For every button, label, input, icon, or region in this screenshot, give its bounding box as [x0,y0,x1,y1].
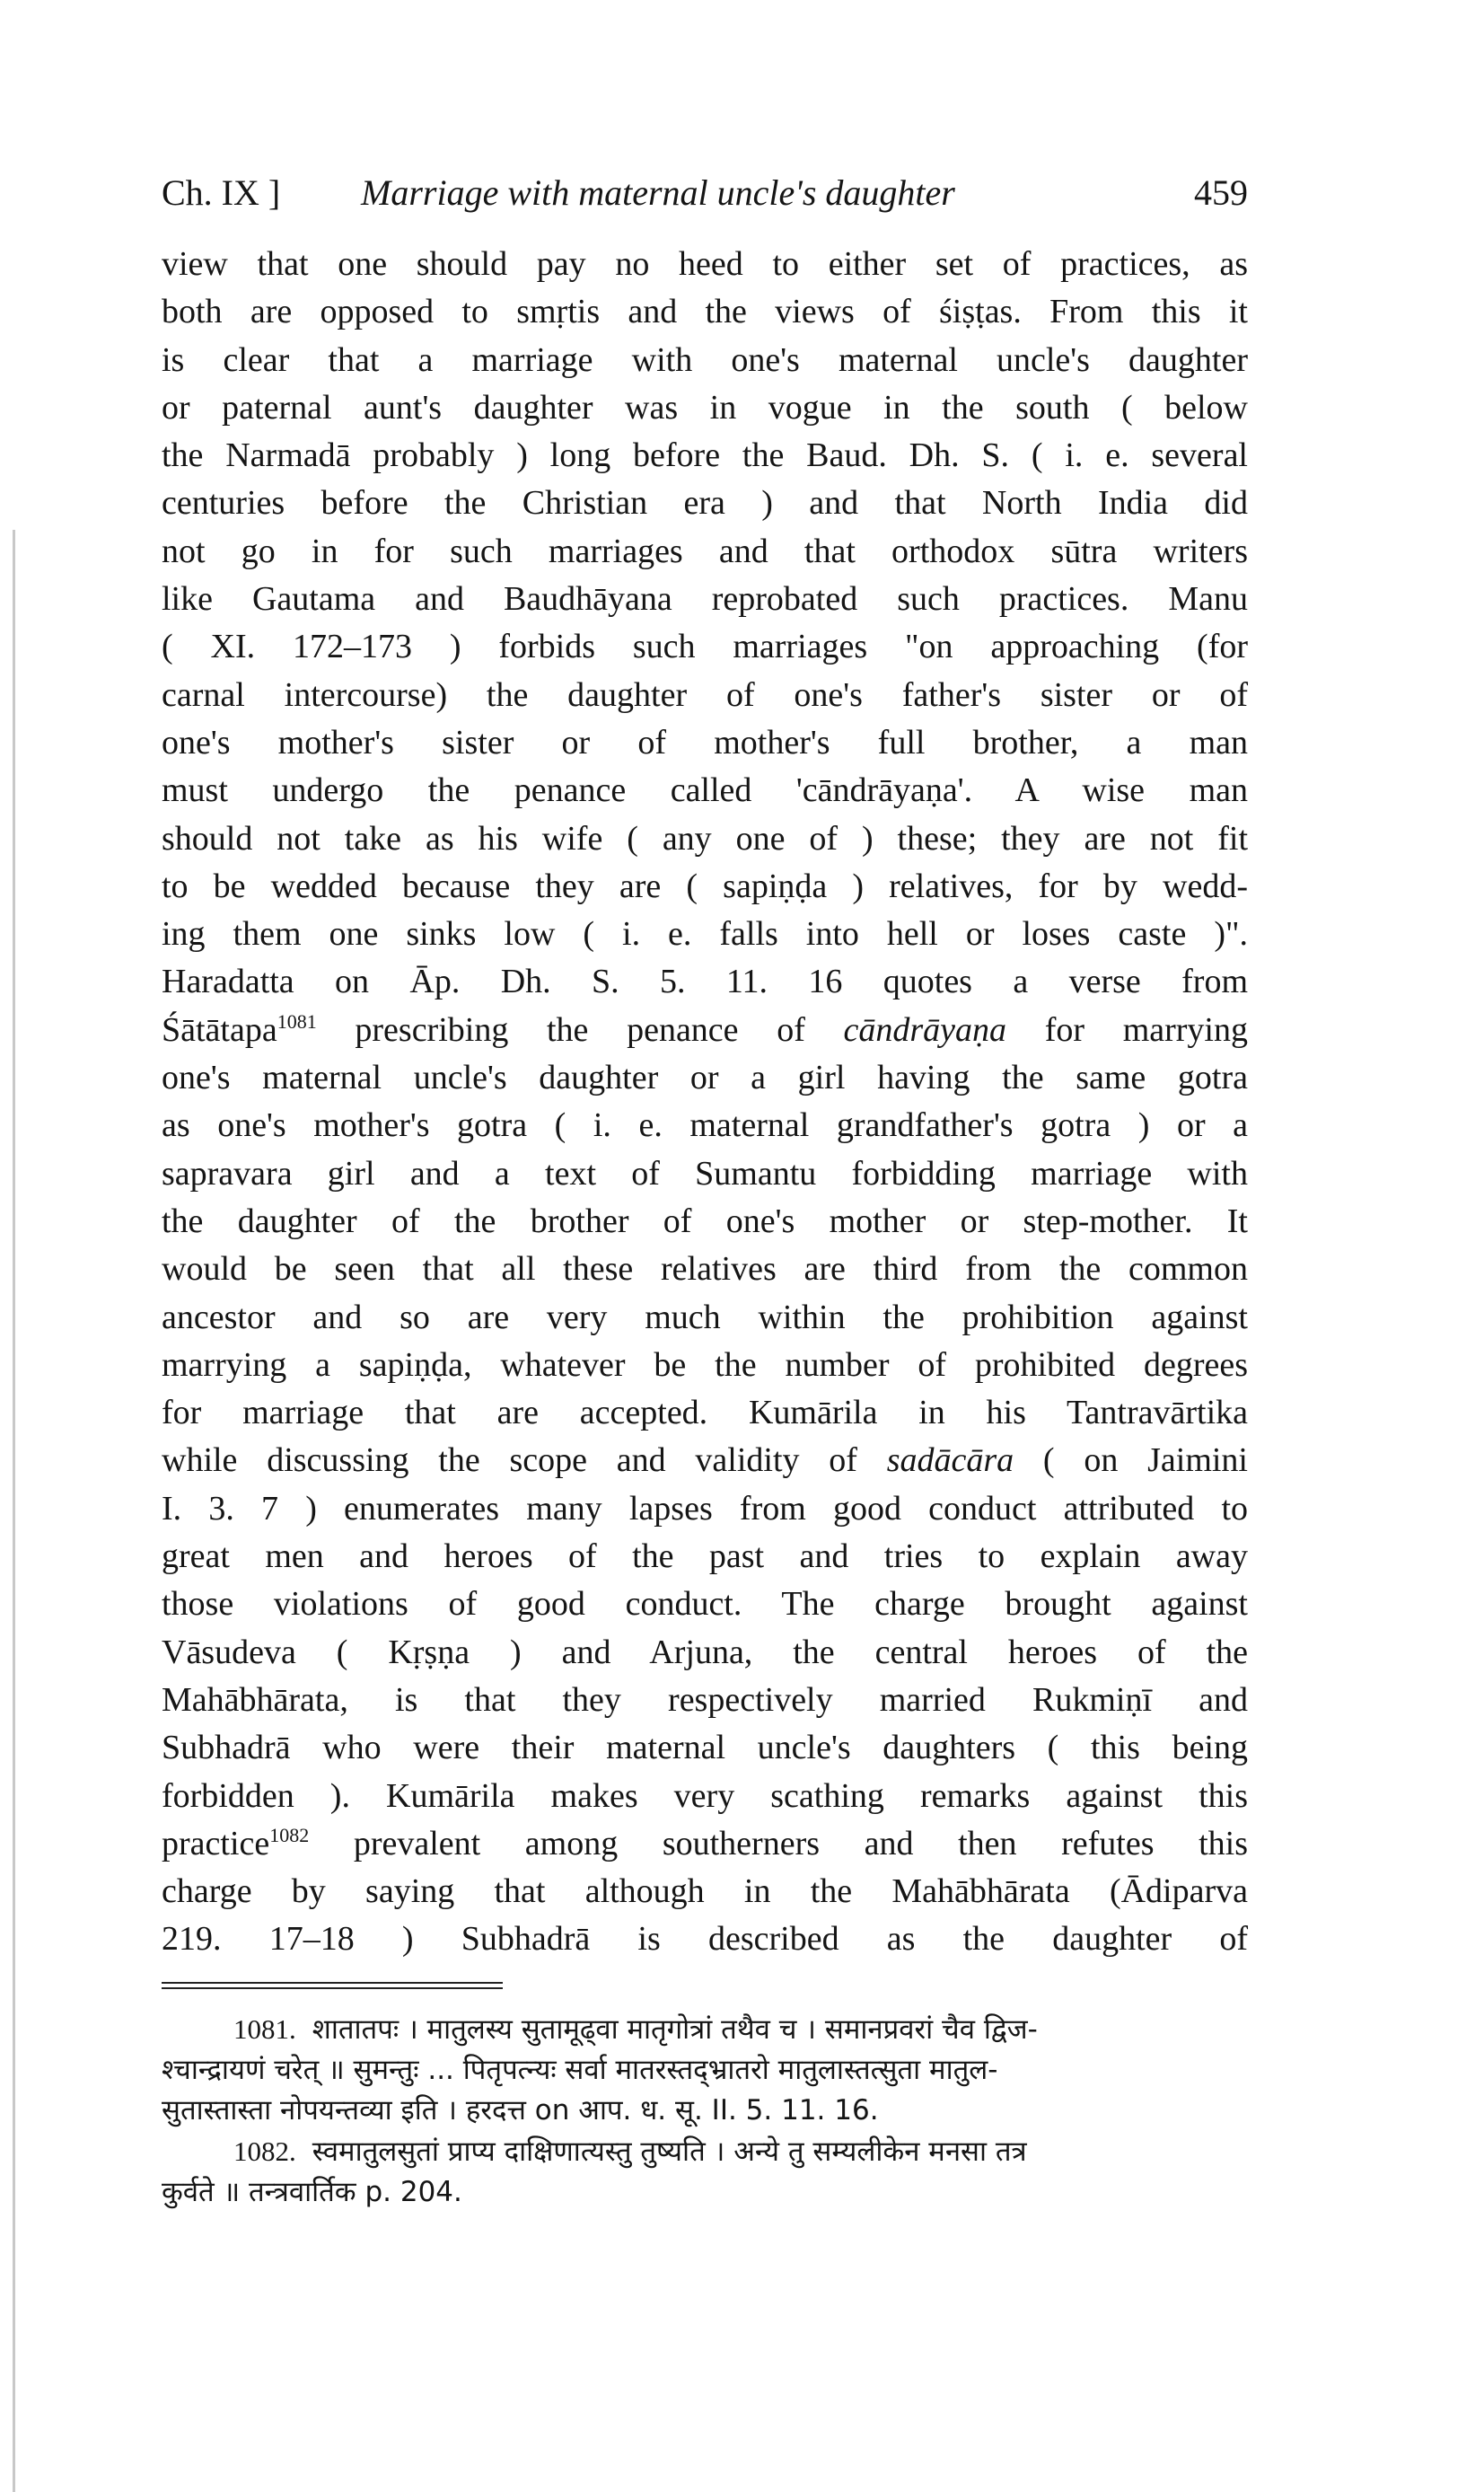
italic-term: cāndrāyaṇa [843,1010,1007,1049]
scan-margin-line [13,530,15,2492]
body-line: Subhadrā who were their maternal uncle's daughters ( this being [162,1729,1248,1767]
running-title: Marriage with maternal uncle's daughter [361,172,955,213]
body-line: ( XI. 172–173 ) forbids such marriages "on approaching (for [162,628,1248,666]
body-line: view that one should pay no heed to either set of practices, as [162,245,1248,283]
footnote-line: श्चान्द्रायणं चरेत् ॥ सुमन्तुः ... पितृपत्न्यः सर्वा मातरस्तद्भ्रातरो मातुलास्तत्सुता मातुल- [162,2053,998,2086]
footnote-line: सुतास्तास्ता नोपयन्तव्या इति । हरदत्त on आप. ध. सू. II. 5. 11. 16. [162,2093,879,2127]
body-line: to be wedded because they are ( sapiṇḍa ) relatives, for by wedd- [162,867,1248,905]
body-paragraph [162,241,1248,1964]
body-line: Śātātapa$^{1081}$ prescribing the penance of cāndrāyaṇa for marrying [162,1009,1248,1049]
body-line: must undergo the penance called 'cāndrāyaṇa'. A wise man [162,771,1248,810]
footnote [162,2131,1248,2213]
footnote-line: 1082. स्वमातुलसुतां प्राप्य दाक्षिणात्यस्तु तुष्यति । अन्ये तु सम्यलीकेन मनसा तत्र [233,2135,1027,2168]
body-line: centuries before the Christian era ) and that North India did [162,484,1248,523]
body-line: would be seen that all these relatives are third from the common [162,1250,1248,1289]
body-line: Vāsudeva ( Kṛṣṇa ) and Arjuna, the central heroes of the [162,1633,1248,1671]
body-line: I. 3. 7 ) enumerates many lapses from good conduct attributed to [162,1489,1248,1528]
footnote-reference: 1082 [269,1823,310,1846]
footnote-number: 1082. [233,2135,296,2167]
body-line: the Narmadā probably ) long before the Baud. Dh. S. ( i. e. several [162,436,1248,475]
page-header [162,162,1248,225]
body-line: Mahābhārata, is that they respectively married Rukmiṇī and [162,1680,1248,1719]
body-line: those violations of good conduct. The charge brought against [162,1585,1248,1624]
footnote-line: 1081. शातातपः । मातुलस्य सुतामूढ्वा मातृगोत्रां तथैव च । समानप्रवरां चैव द्विज- [233,2012,1038,2046]
body-line: practice$^{1082}$ prevalent among southerners and then refutes this [162,1823,1248,1862]
body-line: the daughter of the brother of one's mother or step-mother. It [162,1202,1248,1240]
document-page [162,162,1248,2213]
body-line: is clear that a marriage with one's maternal uncle's daughter [162,340,1248,379]
body-line: not go in for such marriages and that orthodox sūtra writers [162,532,1248,570]
body-line: one's maternal uncle's daughter or a girl having the same gotra [162,1059,1248,1097]
body-line: or paternal aunt's daughter was in vogue in the south ( below [162,388,1248,427]
page-number: 459 [1194,172,1248,213]
chapter-label: Ch. IX ] [162,172,281,213]
body-line: like Gautama and Baudhāyana reprobated such practices. Manu [162,580,1248,619]
body-line: sapravara girl and a text of Sumantu forbidding marriage with [162,1154,1248,1193]
body-line: while discussing the scope and validity of sadācāra ( on Jaimini [162,1441,1248,1480]
body-line: as one's mother's gotra ( i. e. maternal grandfather's gotra ) or a [162,1106,1248,1145]
body-line: ing them one sinks low ( i. e. falls into hell or loses caste )". [162,915,1248,954]
body-line: both are opposed to smṛtis and the views of śiṣṭas. From this it [162,293,1248,331]
body-line: marrying a sapiṇḍa, whatever be the number of prohibited degrees [162,1345,1248,1384]
footnote-divider [162,1982,503,1989]
body-line: Haradatta on Āp. Dh. S. 5. 11. 16 quotes a verse from [162,963,1248,1001]
body-line: forbidden ). Kumārila makes very scathing remarks against this [162,1776,1248,1815]
body-line: charge by saying that although in the Mahābhārata (Ādiparva [162,1872,1248,1911]
body-line: 219. 17–18 ) Subhadrā is described as the daughter of [162,1920,1248,1959]
body-line: should not take as his wife ( any one of ) these; they are not fit [162,819,1248,858]
body-line: carnal intercourse) the daughter of one's father's sister or of [162,675,1248,714]
footnote [162,2009,1248,2131]
footnotes [162,2009,1248,2213]
body-line: ancestor and so are very much within the prohibition against [162,1298,1248,1336]
footnote-number: 1081. [233,2012,296,2045]
footnote-line: कुर्वते ॥ तन्त्रवार्तिक p. 204. [162,2175,462,2208]
body-line: for marriage that are accepted. Kumārila in his Tantravārtika [162,1394,1248,1432]
footnote-reference: 1081 [277,1009,317,1033]
italic-term: sadācāra [886,1441,1014,1480]
body-line: one's mother's sister or of mother's full brother, a man [162,723,1248,762]
body-line: great men and heroes of the past and tries to explain away [162,1537,1248,1576]
